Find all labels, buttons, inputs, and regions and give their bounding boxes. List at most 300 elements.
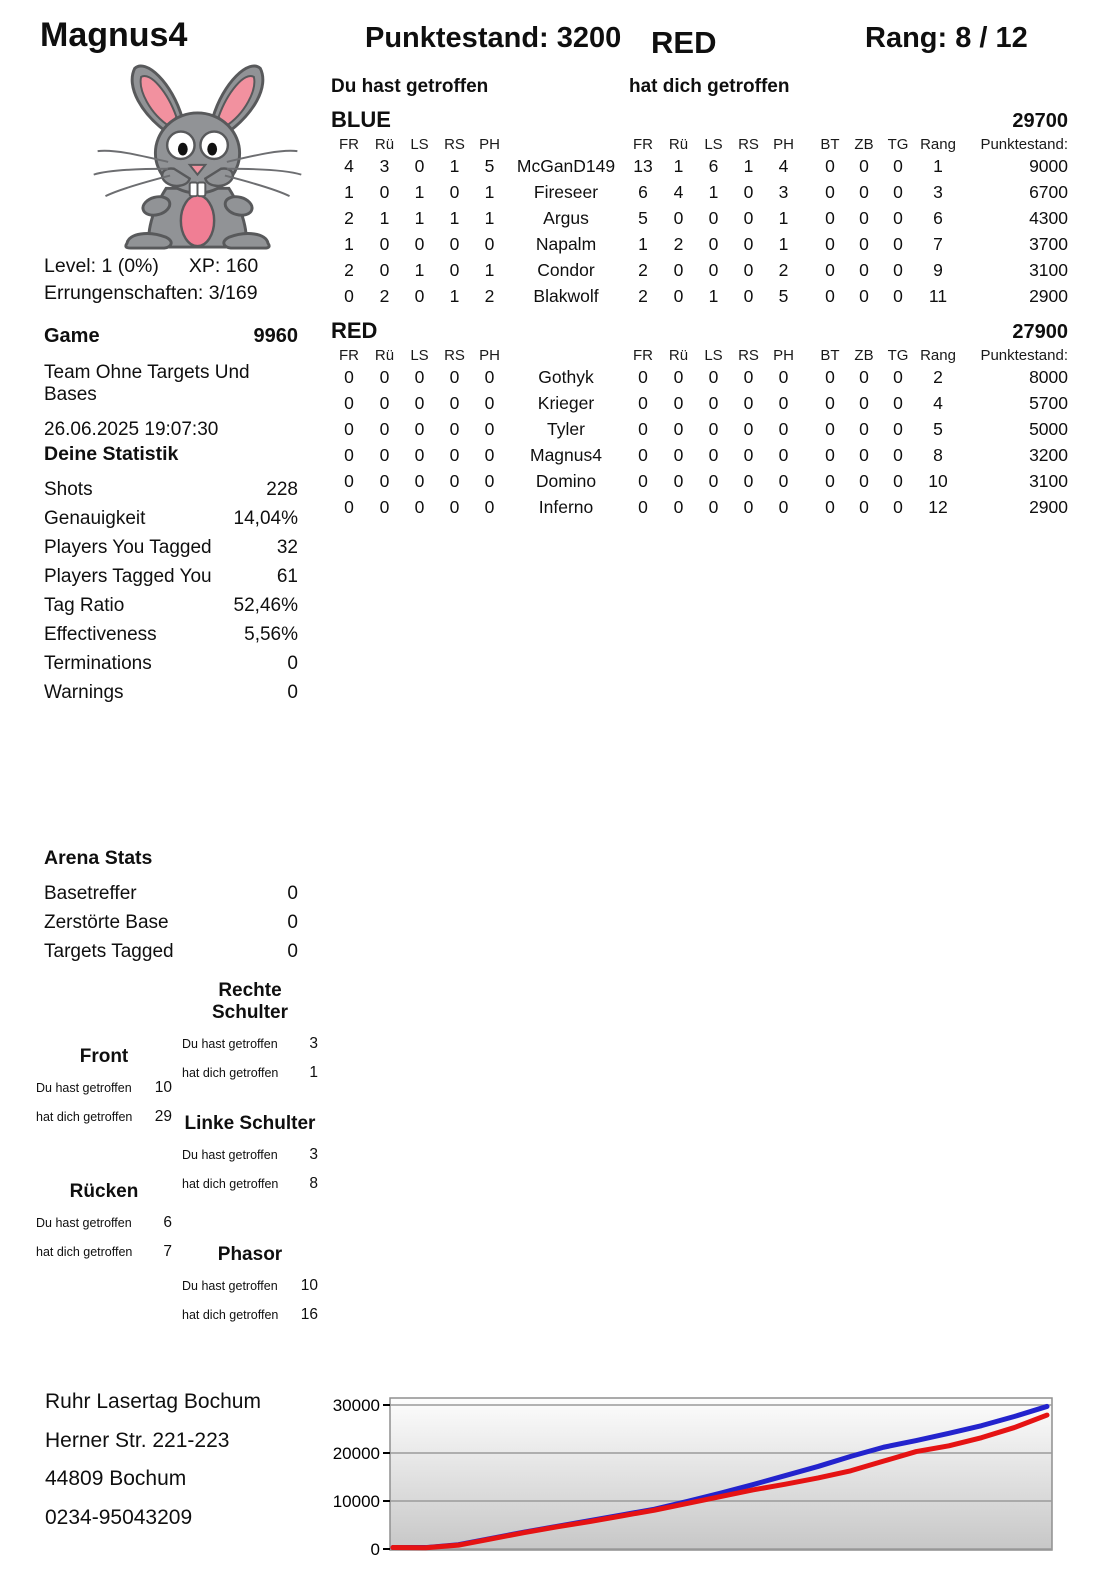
rank-cell: 3 xyxy=(933,182,943,202)
zb-cell: 0 xyxy=(859,419,869,439)
zb-cell: 0 xyxy=(859,286,869,306)
column-header: RS xyxy=(444,347,465,364)
hit-you-cell: 2 xyxy=(638,286,648,306)
zone-hit-you-value: 7 xyxy=(163,1243,172,1260)
column-header: PH xyxy=(479,136,500,153)
hit-you-cell: 0 xyxy=(778,497,789,517)
you-hit-cell: 1 xyxy=(414,260,425,280)
stat-row xyxy=(44,649,298,678)
bt-cell: 0 xyxy=(825,182,835,202)
stat-value: 0 xyxy=(287,941,298,962)
stat-row xyxy=(44,937,298,966)
column-header: ZB xyxy=(854,136,874,153)
column-header: BT xyxy=(820,347,840,364)
you-hit-cell: 0 xyxy=(449,393,460,413)
tg-cell: 0 xyxy=(893,286,903,306)
score-progress-chart xyxy=(330,1376,1070,1573)
stat-label: Genauigkeit xyxy=(44,508,146,529)
score-cell: 9000 xyxy=(1029,156,1068,176)
zb-cell: 0 xyxy=(859,393,869,413)
column-header: Rü xyxy=(374,136,395,153)
stat-value: 52,46% xyxy=(233,595,298,616)
hit-you-cell: 0 xyxy=(673,208,684,228)
your-stats-section xyxy=(44,443,298,707)
score-header: Punktestand: 3200 xyxy=(365,22,622,54)
player-name-cell: Domino xyxy=(535,471,597,491)
venue-street: Herner Str. 221-223 xyxy=(45,1428,230,1452)
you-hit-cell: 0 xyxy=(414,393,425,413)
you-hit-cell: 1 xyxy=(379,208,390,228)
player-name-cell: Tyler xyxy=(547,419,585,439)
you-hit-cell: 0 xyxy=(344,497,354,517)
hit-you-cell: 2 xyxy=(673,234,684,254)
you-hit-cell: 0 xyxy=(449,182,460,202)
score-row xyxy=(331,347,1068,364)
hit-you-cell: 0 xyxy=(708,234,719,254)
zone-left-shoulder xyxy=(182,1113,318,1193)
player-name-cell: McGanD149 xyxy=(516,156,616,176)
y-axis-label: 20000 xyxy=(332,1444,380,1463)
rank-cell: 12 xyxy=(928,497,948,517)
stat-label: Basetreffer xyxy=(44,883,137,904)
you-hit-cell: 2 xyxy=(379,286,390,306)
column-header: ZB xyxy=(854,347,874,364)
you-hit-cell: 0 xyxy=(484,471,495,491)
bt-cell: 0 xyxy=(825,156,835,176)
tg-cell: 0 xyxy=(893,182,903,202)
y-axis-label: 30000 xyxy=(332,1396,380,1415)
bunny-icon xyxy=(80,58,315,256)
you-hit-cell: 0 xyxy=(449,234,460,254)
zone-hit-you-label: hat dich getroffen xyxy=(36,1110,133,1124)
stat-label: Players You Tagged xyxy=(44,537,212,558)
hit-you-cell: 0 xyxy=(743,260,754,280)
rank-cell: 7 xyxy=(933,234,943,254)
stat-value: 0 xyxy=(287,682,298,703)
hit-you-cell: 1 xyxy=(673,156,684,176)
game-title: Game xyxy=(44,325,100,347)
team-name: RED xyxy=(331,318,378,343)
hit-you-cell: 0 xyxy=(673,497,684,517)
you-hit-cell: 0 xyxy=(484,234,495,254)
column-header: RS xyxy=(738,136,759,153)
column-header: FR xyxy=(339,347,359,364)
zb-cell: 0 xyxy=(859,182,869,202)
team-header-row xyxy=(331,107,1068,133)
hit-you-cell: 0 xyxy=(638,393,648,413)
column-header: FR xyxy=(633,136,653,153)
stat-label: Zerstörte Base xyxy=(44,912,169,933)
achievements-line: Errungenschaften: 3/169 xyxy=(44,282,258,304)
you-hit-cell: 0 xyxy=(344,419,354,439)
you-hit-cell: 0 xyxy=(449,471,460,491)
rank-cell: 11 xyxy=(928,286,948,306)
you-hit-cell: 2 xyxy=(344,260,354,280)
you-hit-cell: 0 xyxy=(344,471,354,491)
zone-you-hit-label: Du hast getroffen xyxy=(182,1148,278,1162)
bt-cell: 0 xyxy=(825,234,835,254)
score-cell: 6700 xyxy=(1029,182,1068,202)
arena-stats-rows xyxy=(44,879,298,966)
zone-you-hit-label: Du hast getroffen xyxy=(36,1216,132,1230)
score-row xyxy=(331,390,1068,416)
you-hit-cell: 0 xyxy=(414,471,425,491)
zone-you-hit-label: Du hast getroffen xyxy=(36,1081,132,1095)
stat-value: 14,04% xyxy=(233,508,298,529)
zone-you-hit-value: 3 xyxy=(309,1146,318,1163)
tg-cell: 0 xyxy=(893,393,903,413)
column-header: RS xyxy=(444,136,465,153)
zb-cell: 0 xyxy=(859,471,869,491)
hit-you-cell: 0 xyxy=(743,208,754,228)
column-header: Rü xyxy=(374,347,395,364)
zone-hit-you-label: hat dich getroffen xyxy=(182,1066,279,1080)
venue-phone: 0234-95043209 xyxy=(45,1505,193,1529)
you-hit-cell: 1 xyxy=(344,234,354,254)
you-hit-cell: 0 xyxy=(449,260,460,280)
plot-area xyxy=(390,1398,1052,1550)
score-row xyxy=(331,442,1068,468)
zb-cell: 0 xyxy=(859,497,869,517)
hit-you-cell: 0 xyxy=(708,497,719,517)
you-hit-cell: 0 xyxy=(379,445,390,465)
hit-you-cell: 0 xyxy=(743,286,754,306)
score-row xyxy=(331,494,1068,520)
bt-cell: 0 xyxy=(825,208,835,228)
tg-cell: 0 xyxy=(893,497,903,517)
tg-cell: 0 xyxy=(893,471,903,491)
zb-cell: 0 xyxy=(859,208,869,228)
team-total: 29700 xyxy=(1012,110,1068,132)
you-hit-cell: 0 xyxy=(344,367,354,387)
stat-row xyxy=(44,591,298,620)
you-hit-cell: 0 xyxy=(449,419,460,439)
hit-you-cell: 0 xyxy=(743,419,754,439)
level-label: Level: 1 (0%) xyxy=(44,255,159,277)
hit-you-cell: 13 xyxy=(633,156,653,176)
column-header: PH xyxy=(773,136,794,153)
score-row xyxy=(331,179,1068,205)
profile-summary xyxy=(44,253,258,307)
you-hit-cell: 2 xyxy=(484,286,495,306)
scoreboard xyxy=(331,76,1068,520)
you-hit-cell: 0 xyxy=(484,419,495,439)
score-row xyxy=(331,416,1068,442)
venue-address xyxy=(45,1383,261,1537)
you-hit-cell: 0 xyxy=(414,286,425,306)
you-hit-cell: 4 xyxy=(344,156,354,176)
column-header: FR xyxy=(339,136,359,153)
zone-you-hit-value: 10 xyxy=(300,1277,318,1294)
tg-cell: 0 xyxy=(893,234,903,254)
zone-front xyxy=(36,1046,172,1126)
you-hit-cell: 0 xyxy=(379,367,390,387)
stat-value: 0 xyxy=(287,912,298,933)
hit-you-cell: 1 xyxy=(778,234,789,254)
team-name: BLUE xyxy=(331,107,391,132)
score-row xyxy=(331,468,1068,494)
hit-you-cell: 1 xyxy=(743,156,754,176)
hit-you-cell: 1 xyxy=(708,286,719,306)
hit-you-cell: 1 xyxy=(708,182,719,202)
hit-you-cell: 0 xyxy=(638,471,648,491)
hit-you-cell: 0 xyxy=(673,393,684,413)
game-number: 9960 xyxy=(253,325,298,347)
zone-title: Phasor xyxy=(217,1244,283,1265)
hit-you-cell: 5 xyxy=(778,286,789,306)
you-hit-cell: 5 xyxy=(484,156,495,176)
hit-you-cell: 0 xyxy=(778,471,789,491)
zone-title: Rücken xyxy=(69,1181,139,1202)
score-cell: 2900 xyxy=(1029,286,1068,306)
player-name-cell: Krieger xyxy=(537,393,595,413)
column-header: Punktestand: xyxy=(980,347,1068,364)
you-hit-cell: 0 xyxy=(344,445,354,465)
you-hit-cell: 0 xyxy=(414,234,425,254)
stat-value: 0 xyxy=(287,883,298,904)
player-name-cell: Magnus4 xyxy=(530,445,602,465)
you-hit-cell: 3 xyxy=(379,156,390,176)
rank-cell: 8 xyxy=(933,445,943,465)
venue-name: Ruhr Lasertag Bochum xyxy=(45,1390,261,1413)
tg-cell: 0 xyxy=(893,260,903,280)
score-row xyxy=(331,205,1068,231)
you-hit-cell: 0 xyxy=(484,367,495,387)
bt-cell: 0 xyxy=(825,393,835,413)
you-hit-cell: 1 xyxy=(449,286,460,306)
rank-cell: 9 xyxy=(933,260,943,280)
stat-value: 0 xyxy=(287,653,298,674)
you-hit-cell: 0 xyxy=(379,419,390,439)
rank-cell: 5 xyxy=(933,419,943,439)
hit-you-cell: 0 xyxy=(638,367,648,387)
score-row xyxy=(331,153,1068,179)
you-hit-cell: 1 xyxy=(449,208,460,228)
page-title: Magnus4 xyxy=(40,16,188,54)
your-stats-title: Deine Statistik xyxy=(44,443,179,465)
hit-you-cell: 4 xyxy=(673,182,684,202)
xp-label: XP: 160 xyxy=(188,255,259,277)
you-hit-cell: 0 xyxy=(414,367,425,387)
column-header: TG xyxy=(887,136,909,153)
hit-you-cell: 6 xyxy=(638,182,648,202)
stat-row xyxy=(44,562,298,591)
team-tables xyxy=(331,107,1068,520)
zone-you-hit-label: Du hast getroffen xyxy=(182,1279,278,1293)
zb-cell: 0 xyxy=(859,156,869,176)
stat-row xyxy=(44,620,298,649)
tg-cell: 0 xyxy=(893,208,903,228)
you-hit-cell: 0 xyxy=(344,393,354,413)
y-axis-label: 0 xyxy=(370,1540,380,1559)
score-row xyxy=(331,257,1068,283)
zone-you-hit-value: 10 xyxy=(154,1079,172,1096)
zb-cell: 0 xyxy=(859,234,869,254)
bt-cell: 0 xyxy=(825,445,835,465)
hit-you-cell: 0 xyxy=(708,471,719,491)
tg-cell: 0 xyxy=(893,156,903,176)
column-header: Punktestand: xyxy=(980,136,1068,153)
zone-you-hit-value: 6 xyxy=(163,1214,172,1231)
zone-right-shoulder xyxy=(182,980,318,1082)
zone-hit-you-value: 29 xyxy=(154,1108,172,1125)
your-stats-rows xyxy=(44,475,298,707)
hit-you-cell: 0 xyxy=(708,260,719,280)
hit-you-cell: 0 xyxy=(778,419,789,439)
stat-row xyxy=(44,533,298,562)
you-hit-cell: 1 xyxy=(414,182,425,202)
zone-hit-you-value: 1 xyxy=(309,1064,318,1081)
score-cell: 8000 xyxy=(1029,367,1068,387)
hit-you-cell: 6 xyxy=(708,156,719,176)
score-cell: 5700 xyxy=(1029,393,1068,413)
zone-hit-you-value: 16 xyxy=(300,1306,318,1323)
you-hit-cell: 0 xyxy=(484,393,495,413)
game-info xyxy=(44,325,298,441)
zone-back xyxy=(36,1181,172,1261)
zone-title: Linke Schulter xyxy=(184,1113,316,1134)
stat-label: Effectiveness xyxy=(44,624,157,645)
stat-row xyxy=(44,678,298,707)
column-header: LS xyxy=(704,136,723,153)
player-name-cell: Argus xyxy=(543,208,589,228)
rank-cell: 10 xyxy=(928,471,948,491)
you-hit-cell: 0 xyxy=(414,497,425,517)
stat-row xyxy=(44,908,298,937)
you-hit-cell: 0 xyxy=(414,445,425,465)
line-chart xyxy=(330,1376,1070,1568)
you-hit-cell: 0 xyxy=(379,234,390,254)
stat-value: 61 xyxy=(276,566,298,587)
y-axis-label: 10000 xyxy=(332,1492,380,1511)
stat-row xyxy=(44,879,298,908)
player-name-cell: Condor xyxy=(537,260,595,280)
hit-you-cell: 0 xyxy=(708,393,719,413)
you-hit-cell: 1 xyxy=(484,208,495,228)
score-cell: 3100 xyxy=(1029,471,1068,491)
hit-you-cell: 0 xyxy=(778,393,789,413)
zone-hit-you-label: hat dich getroffen xyxy=(182,1177,279,1191)
hit-you-cell: 0 xyxy=(638,445,648,465)
hit-you-cell: 0 xyxy=(673,286,684,306)
hit-you-cell: 0 xyxy=(673,471,684,491)
you-hit-cell: 1 xyxy=(344,182,354,202)
hit-you-cell: 0 xyxy=(743,367,754,387)
game-mode: Team Ohne Targets Und Bases xyxy=(44,362,250,405)
column-header: FR xyxy=(633,347,653,364)
you-hit-cell: 0 xyxy=(344,286,354,306)
stat-label: Warnings xyxy=(44,682,124,703)
you-hit-cell: 0 xyxy=(379,393,390,413)
stat-label: Shots xyxy=(44,479,93,500)
column-header: TG xyxy=(887,347,909,364)
stat-row xyxy=(44,475,298,504)
team-header-row xyxy=(331,318,1068,344)
you-hit-cell: 0 xyxy=(484,445,495,465)
hit-you-cell: 0 xyxy=(743,182,754,202)
player-name-cell: Fireseer xyxy=(533,182,599,202)
hit-you-cell: 2 xyxy=(778,260,789,280)
hit-you-cell: 0 xyxy=(778,445,789,465)
column-header: PH xyxy=(773,347,794,364)
team-total: 27900 xyxy=(1012,321,1068,343)
zb-cell: 0 xyxy=(859,367,869,387)
hit-you-cell: 4 xyxy=(778,156,789,176)
score-cell: 3700 xyxy=(1029,234,1068,254)
hit-you-cell: 0 xyxy=(743,393,754,413)
score-cell: 2900 xyxy=(1029,497,1068,517)
hit-you-cell: 0 xyxy=(638,419,648,439)
bt-cell: 0 xyxy=(825,260,835,280)
column-header: LS xyxy=(410,136,429,153)
hit-you-cell: 0 xyxy=(673,367,684,387)
column-header: RS xyxy=(738,347,759,364)
hit-you-cell: 0 xyxy=(708,367,719,387)
bt-cell: 0 xyxy=(825,286,835,306)
you-hit-cell: 1 xyxy=(414,208,425,228)
hit-you-cell: 0 xyxy=(708,445,719,465)
bt-cell: 0 xyxy=(825,367,835,387)
you-hit-header: Du hast getroffen xyxy=(331,76,489,97)
score-row xyxy=(331,283,1068,309)
you-hit-cell: 1 xyxy=(449,156,460,176)
column-header: Rang xyxy=(920,347,956,364)
rank-header: Rang: 8 / 12 xyxy=(865,22,1028,54)
score-cell: 3200 xyxy=(1029,445,1068,465)
hit-you-cell: 0 xyxy=(708,419,719,439)
zone-hit-you-label: hat dich getroffen xyxy=(182,1308,279,1322)
you-hit-cell: 1 xyxy=(484,182,495,202)
tg-cell: 0 xyxy=(893,419,903,439)
score-cell: 3100 xyxy=(1029,260,1068,280)
zone-hit-you-label: hat dich getroffen xyxy=(36,1245,133,1259)
column-header: Rü xyxy=(668,136,689,153)
you-hit-cell: 0 xyxy=(414,156,425,176)
column-header: LS xyxy=(704,347,723,364)
zone-you-hit-value: 3 xyxy=(309,1035,318,1052)
stat-label: Players Tagged You xyxy=(44,566,212,587)
zb-cell: 0 xyxy=(859,260,869,280)
zone-you-hit-label: Du hast getroffen xyxy=(182,1037,278,1051)
hit-you-cell: 0 xyxy=(673,445,684,465)
score-cell: 5000 xyxy=(1029,419,1068,439)
column-header: Rü xyxy=(668,347,689,364)
stat-value: 5,56% xyxy=(244,624,298,645)
column-header: Rang xyxy=(920,136,956,153)
score-row xyxy=(331,136,1068,153)
stat-label: Tag Ratio xyxy=(44,595,125,616)
hit-you-cell: 1 xyxy=(638,234,648,254)
hit-you-cell: 5 xyxy=(638,208,648,228)
avatar xyxy=(80,58,315,256)
you-hit-cell: 0 xyxy=(449,367,460,387)
bt-cell: 0 xyxy=(825,471,835,491)
you-hit-cell: 2 xyxy=(344,208,354,228)
stat-value: 228 xyxy=(266,479,298,500)
hit-you-cell: 0 xyxy=(673,260,684,280)
you-hit-cell: 0 xyxy=(379,182,390,202)
score-row xyxy=(331,364,1068,390)
team-header: RED xyxy=(651,25,717,60)
stat-row xyxy=(44,504,298,533)
zb-cell: 0 xyxy=(859,445,869,465)
hit-you-cell: 0 xyxy=(708,208,719,228)
column-header: PH xyxy=(479,347,500,364)
you-hit-cell: 0 xyxy=(379,497,390,517)
player-name-cell: Inferno xyxy=(538,497,594,517)
you-hit-cell: 0 xyxy=(449,445,460,465)
hit-you-cell: 0 xyxy=(638,497,648,517)
